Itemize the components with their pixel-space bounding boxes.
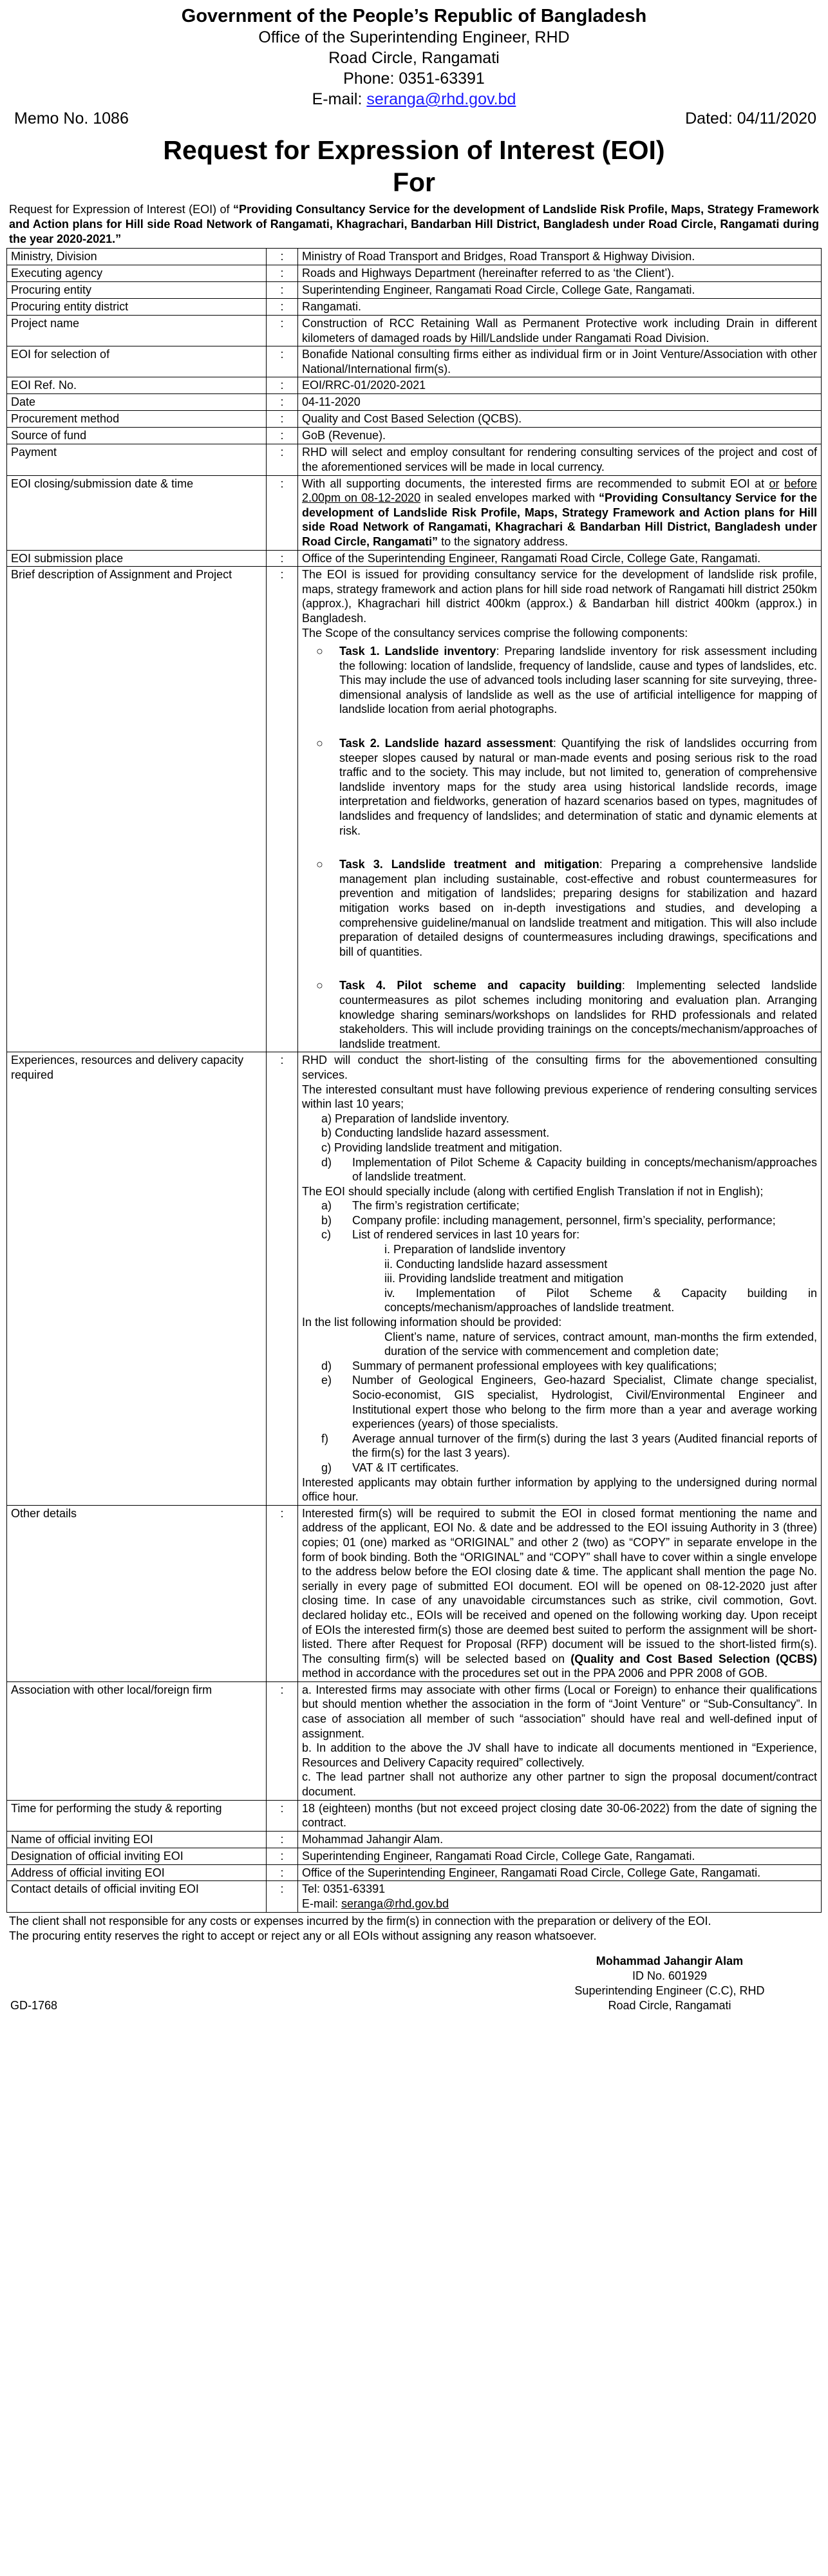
- bullet-icon: ○: [316, 645, 323, 658]
- office-name: Office of the Superintending Engineer, RHD: [258, 28, 570, 46]
- list-item: i. Preparation of landslide inventory: [384, 1243, 566, 1256]
- table-row: Procuring entity district : Rangamati.: [7, 299, 822, 316]
- table-row: EOI Ref. No. : EOI/RRC-01/2020-2021: [7, 377, 822, 394]
- row-label: Other details: [7, 1505, 267, 1681]
- office-email: [6, 89, 822, 109]
- page-subtitle: For: [392, 167, 436, 197]
- row-value: Mohammad Jahangir Alam.: [298, 1831, 822, 1848]
- row-value: RHD will select and employ consultant for rendering consulting services of the project and cost of the aforementioned services will be made in local currency.: [298, 444, 822, 475]
- table-row: Name of official inviting EOI : Mohammad Jahangir Alam.: [7, 1831, 822, 1848]
- list-item: d) Implementation of Pilot Scheme & Capacity building in concepts/mechanism/approaches of landslide treatment.: [321, 1155, 817, 1184]
- page-title: Request for Expression of Interest (EOI): [163, 135, 665, 165]
- table-row: Source of fund : GoB (Revenue).: [7, 428, 822, 444]
- email-label: E-mail:: [312, 90, 367, 108]
- table-row: Procuring entity : Superintending Engineer, Rangamati Road Circle, College Gate, Rangamati.: [7, 282, 822, 299]
- row-value: Office of the Superintending Engineer, Rangamati Road Circle, College Gate, Rangamati.: [298, 1864, 822, 1881]
- row-value: Ministry of Road Transport and Bridges, Road Transport & Highway Division.: [298, 249, 822, 265]
- list-item: g) VAT & IT certificates.: [321, 1461, 459, 1474]
- list-item: c) List of rendered services in last 10 years for:: [321, 1228, 580, 1242]
- list-item: e) Number of Geological Engineers, Geo-hazard Specialist, Climate change specialist, Socio-economist, GIS specialist, Hydrologist, Civil/Environmental Engineer and Institutional expert those who belong to the firm more than a year and average working experiences (years) of those specialists.: [321, 1374, 817, 1431]
- list-item: b) Conducting landslide hazard assessment.: [321, 1126, 550, 1140]
- row-label: Date: [7, 394, 267, 411]
- footer-notes: The client shall not responsible for any costs or expenses incurred by the firm(s) in connection with the preparation or delivery of the EOI. The procuring entity reserves the right to accept or reject any or all EOIs without assigning any reason whatsoever.: [9, 1914, 711, 1942]
- association-value: a. Interested firms may associate with other firms (Local or Foreign) to enhance their qualifications but should mention whether the association in the form of “Joint Venture” or “Sub-Consultancy”. In case of association all member of such “association” should have real and well-defined input of assignment. b. In addition to the above the JV shall have to indicate all documents mentioned in “Experience, Resources and Delivery Capacity required” collectively. c. The lead partner shall not authorize any other partner to sign the proposal document/contract document.: [298, 1681, 822, 1800]
- row-value: Construction of RCC Retaining Wall as Permanent Protective work including Drain in different kilometers of damaged roads by Hill/Landslide under Rangamati Road Division.: [298, 316, 822, 346]
- task-item: ○ Task 1. Landslide inventory: Preparing landslide inventory for risk assessment including the following: location of landslide, frequency of landslide, cause and types of landslides, etc. This may include the use of advanced tools including laser scanning for site surveying, three-dimensional analysis of landslide as well as the use of artificial intelligence for mapping of landslide location from aerial photographs.: [316, 645, 817, 716]
- table-row: Project name : Construction of RCC Retaining Wall as Permanent Protective work including Drain in different kilometers of damaged roads by Hill/Landslide under Rangamati Road Division.: [7, 316, 822, 346]
- table-row: Other details : Interested firm(s) will be required to submit the EOI in closed format mentioning the name and address of the applicant, EOI No. & date and be addressed to the EOI issuing Authority in 3 (three) copies; 01 (one) marked as “ORIGINAL” and other 2 (two) as “COPY” in separate envelope in the form of book binding. Both the “ORIGINAL” and “COPY” shall have to cover within a single envelope to the address below before the EOI closing date & time. The applicant shall mention the page No. serially in every page of submitted EOI document. EOI will be opened on 08-12-2020 just after closing time. In case of any unavoidable circumstances such as strike, civil commotion, Govt. declared holiday etc., EOIs will be received and opened on the following working day. Upon receipt of EOIs the interested firm(s) those are deemed best suited to perform the assignment will be short-listed. There after Request for Proposal (RFP) document will be issued to the short-listed firm(s). The consulting firm(s) will be selected based on (Quality and Cost Based Selection (QCBS) method in accordance with the procedures set out in the PPA 2006 and PPR 2008 of GOB.: [7, 1505, 822, 1681]
- email-link[interactable]: seranga@rhd.gov.bd: [366, 90, 516, 108]
- list-item: b) Company profile: including management, personnel, firm’s speciality, performance;: [321, 1213, 776, 1227]
- list-item: iii. Providing landslide treatment and mitigation: [384, 1272, 624, 1285]
- row-label: Name of official inviting EOI: [7, 1831, 267, 1848]
- bullet-icon: ○: [316, 858, 323, 871]
- memo-date: Dated: 04/11/2020: [685, 109, 816, 128]
- bullet-icon: ○: [316, 737, 323, 750]
- bullet-icon: ○: [316, 979, 323, 992]
- intro-paragraph: Request for Expression of Interest (EOI) of “Providing Consultancy Service for the development of Landslide Risk Profile, Maps, Strategy Framework and Action plans for Hill side Road Network of Rangamati, Khagrachari, Bandarban Hill District, Bangladesh under Road Circle, Rangamati during the year 2020-2021.”: [9, 203, 819, 245]
- row-label: Procuring entity district: [7, 299, 267, 316]
- row-label: EOI submission place: [7, 550, 267, 567]
- signature-block: [534, 1945, 805, 2013]
- table-row: Brief description of Assignment and Project : The EOI is issued for providing consultancy service for the development of landslide risk profile, maps, strategy framework and action plans for hill side road network of Rangamati hill district 250km (approx.), Khagrachari hill district 400km (approx.) & Bandarban hill district 400km (approx.) in Bangladesh. The Scope of the consultancy services comprise the following components: ○ Task 1. Landslide inventory: Preparing landslide inventory for risk assessment including the following: location of landslide, frequency of landslide, cause and types of landslides, etc. This may include the use of advanced tools including laser scanning for site surveying, three-dimensional analysis of landslide as well as the use of artificial intelligence for mapping of landslide location from aerial photographs. ○ Task 2. Landslide hazard assessment: Quantifying the risk of landslides occurring from steeper slopes caused by natural or man-made events and posing serious risk to the road traffic and to the society. This may include, but not limited to, generation of comprehensive landslide inventory maps for the study area using historical landslide records, image interpretation and fieldworks, generation of hazard scenarios based on types, magnitudes of landslides and frequency of landslides; and determination of static and dynamic elements at risk. ○ Task 3. Landslide treatment and mitigation: Preparing a comprehensive landslide management plan including sustainable, cost-effective and robust countermeasures for prevention and mitigation of landslides; preparing designs for stabilization and hazard mitigation works based on in-depth investigations and studies, and developing a comprehensive guideline/manual on landslide treatment and mitigation. This will also include preparation of detailed designs of countermeasures including drawings, specifications and bill of quantities. ○ Task 4. Pilot scheme and capacity building: Implementing selected landslide countermeasures as pilot schemes including monitoring and evaluation plan. Arranging knowledge sharing seminars/workshops on landslides for RHD professionals and related stakeholders. This will include providing trainings on the concepts/mechanism/approaches of landslide treatment.: [7, 567, 822, 1052]
- table-row: EOI for selection of : Bonafide National consulting firms either as individual firm or in Joint Venture/Association with other National/International firm(s).: [7, 346, 822, 377]
- row-label: EOI Ref. No.: [7, 377, 267, 394]
- list-item: iv. Implementation of Pilot Scheme & Capacity building in concepts/mechanism/approaches of landslide treatment.: [384, 1286, 817, 1314]
- brief-value: The EOI is issued for providing consultancy service for the development of landslide risk profile, maps, strategy framework and action plans for hill side road network of Rangamati hill district 250km (approx.), Khagrachari hill district 400km (approx.) & Bandarban hill district 400km (approx.) in Bangladesh. The Scope of the consultancy services comprise the following components: ○ Task 1. Landslide inventory: Preparing landslide inventory for risk assessment including the following: location of landslide, frequency of landslide, cause and types of landslides, etc. This may include the use of advanced tools including laser scanning for site surveying, three-dimensional analysis of landslide as well as the use of artificial intelligence for mapping of landslide location from aerial photographs. ○ Task 2. Landslide hazard assessment: Quantifying the risk of landslides occurring from steeper slopes caused by natural or man-made events and posing serious risk to the road traffic and to the society. This may include, but not limited to, generation of comprehensive landslide inventory maps for the study area using historical landslide records, image interpretation and fieldworks, generation of hazard scenarios based on types, magnitudes of landslides and frequency of landslides; and determination of static and dynamic elements at risk. ○ Task 3. Landslide treatment and mitigation: Preparing a comprehensive landslide management plan including sustainable, cost-effective and robust countermeasures for prevention and mitigation of landslides; preparing designs for stabilization and hazard mitigation works based on in-depth investigations and studies, and developing a comprehensive guideline/manual on landslide treatment and mitigation. This will also include preparation of detailed designs of countermeasures including drawings, specifications and bill of quantities. ○ Task 4. Pilot scheme and capacity building: Implementing selected landslide countermeasures as pilot schemes including monitoring and evaluation plan. Arranging knowledge sharing seminars/workshops on landslides for RHD professionals and related stakeholders. This will include providing trainings on the concepts/mechanism/approaches of landslide treatment.: [298, 567, 822, 1052]
- contact-email: E-mail: seranga@rhd.gov.bd: [302, 1897, 449, 1910]
- table-row: Experiences, resources and delivery capacity required : RHD will conduct the short-listing of the consulting firms for the abovementioned consulting services. The interested consultant must have following previous experience of rendering consulting services within last 10 years; a) Preparation of landslide inventory. b) Conducting landslide hazard assessment. c) Providing landslide treatment and mitigation. d) Implementation of Pilot Scheme & Capacity building in concepts/mechanism/approaches of landslide treatment. The EOI should specially include (along with certified English Translation if not in English); a) The firm’s registration certificate; b) Company profile: including management, personnel, firm’s speciality, performance; c) List of rendered services in last 10 years for: i. Preparation of landslide inventory ii. Conducting landslide hazard assessment iii. Providing landslide treatment and mitigation iv. Implementation of Pilot Scheme & Capacity building in concepts/mechanism/approaches of landslide treatment. In the list following information should be provided: Client’s name, nature of services, contract amount, man-months the firm extended, duration of the service with commencement and completion date; d) Summary of permanent professional employees with key qualifications; e) Number of Geological Engineers, Geo-hazard Specialist, Climate change specialist, Socio-economist, GIS specialist, Hydrologist, Civil/Environmental Engineer and Institutional expert those who belong to the firm more than a year and average working experiences (years) of those specialists. f) Average annual turnover of the firm(s) during the last 3 years (Audited financial reports of the firm(s) for the last 3 years). g) VAT & IT certificates. Interested applicants may obtain further information by applying to the undersigned during normal office hour.: [7, 1052, 822, 1505]
- office-address: Road Circle, Rangamati: [328, 49, 500, 67]
- contact-value: [298, 1881, 822, 1912]
- row-value: Office of the Superintending Engineer, Rangamati Road Circle, College Gate, Rangamati.: [298, 550, 822, 567]
- table-row: Association with other local/foreign firm : a. Interested firms may associate with other firms (Local or Foreign) to enhance their qualifications but should mention whether the association in the form of “Joint Venture” or “Sub-Consultancy”. In case of association all member of such “association” should have real and well-defined input of assignment. b. In addition to the above the JV shall have to indicate all documents mentioned in “Experience, Resources and Delivery Capacity required” collectively. c. The lead partner shall not authorize any other partner to sign the proposal document/contract document.: [7, 1681, 822, 1800]
- office-phone: Phone: 0351-63391: [343, 70, 485, 88]
- table-row: Address of official inviting EOI : Office of the Superintending Engineer, Rangamati Road Circle, College Gate, Rangamati.: [7, 1864, 822, 1881]
- closing-value: With all supporting documents, the interested firms are recommended to submit EOI at or before 2.00pm on 08-12-2020 in sealed envelopes marked with “Providing Consultancy Service for the development of Landslide Risk Profile, Maps, Strategy Framework and Action plans for Hill side Road Network of Rangamati, Khagrachari & Bandarban Hill District, Bangladesh under Road Circle, Rangamati” to the signatory address.: [298, 475, 822, 550]
- table-row: EOI closing/submission date & time : With all supporting documents, the interested firms are recommended to submit EOI at or before 2.00pm on 08-12-2020 in sealed envelopes marked with “Providing Consultancy Service for the development of Landslide Risk Profile, Maps, Strategy Framework and Action plans for Hill side Road Network of Rangamati, Khagrachari & Bandarban Hill District, Bangladesh under Road Circle, Rangamati” to the signatory address.: [7, 475, 822, 550]
- row-value: Superintending Engineer, Rangamati Road Circle, College Gate, Rangamati.: [298, 1848, 822, 1864]
- table-row: Time for performing the study & reporting : 18 (eighteen) months (but not exceed project closing date 30-06-2022) from the date of signing the contract.: [7, 1800, 822, 1831]
- row-label: Association with other local/foreign firm: [7, 1681, 267, 1800]
- table-row: Contact details of official inviting EOI : Tel: 0351-63391 E-mail: seranga@rhd.gov.bd: [7, 1881, 822, 1912]
- contact-phone: Tel: 0351-63391: [302, 1882, 386, 1896]
- row-label: Ministry, Division: [7, 249, 267, 265]
- gd-number: GD-1768: [10, 1998, 58, 2012]
- row-label: EOI for selection of: [7, 346, 267, 377]
- task-item: ○ Task 4. Pilot scheme and capacity building: Implementing selected landslide countermeasures as pilot schemes including monitoring and evaluation plan. Arranging knowledge sharing seminars/workshops on landslides for RHD professionals and related stakeholders. This will include providing trainings on the concepts/mechanism/approaches of landslide treatment.: [316, 979, 817, 1050]
- row-value: 18 (eighteen) months (but not exceed project closing date 30-06-2022) from the date of signing the contract.: [298, 1800, 822, 1831]
- row-label: EOI closing/submission date & time: [7, 475, 267, 550]
- memo-row: [6, 109, 822, 130]
- row-label: Time for performing the study & reporting: [7, 1800, 267, 1831]
- list-item: f) Average annual turnover of the firm(s) during the last 3 years (Audited financial reports of the firm(s) for the last 3 years).: [321, 1432, 817, 1460]
- row-label: Payment: [7, 444, 267, 475]
- row-label: Executing agency: [7, 265, 267, 282]
- task-item: ○ Task 3. Landslide treatment and mitigation: Preparing a comprehensive landslide management plan including sustainable, cost-effective and robust countermeasures for prevention and mitigation of landslides; preparing designs for stabilization and hazard mitigation works based on in-depth investigations and studies, and developing a comprehensive guideline/manual on landslide treatment and mitigation. This will also include preparation of detailed designs of countermeasures including drawings, specifications and bill of quantities.: [316, 858, 817, 958]
- contact-email-link[interactable]: seranga@rhd.gov.bd: [341, 1897, 449, 1910]
- list-item: c) Providing landslide treatment and mitigation.: [321, 1141, 563, 1154]
- list-item: ii. Conducting landslide hazard assessment: [384, 1257, 608, 1271]
- signatory-id: ID No. 601929: [632, 1969, 708, 1982]
- eoi-table: [6, 248, 822, 1913]
- signatory-name: Mohammad Jahangir Alam: [596, 1954, 744, 1967]
- table-row: Procurement method : Quality and Cost Based Selection (QCBS).: [7, 411, 822, 428]
- table-row: Payment : RHD will select and employ consultant for rendering consulting services of the project and cost of the aforementioned services will be made in local currency.: [7, 444, 822, 475]
- list-item: a) Preparation of landslide inventory.: [321, 1112, 509, 1125]
- row-label: Procuring entity: [7, 282, 267, 299]
- row-label: Brief description of Assignment and Project: [7, 567, 267, 1052]
- row-value: Bonafide National consulting firms either as individual firm or in Joint Venture/Association with other National/International firm(s).: [298, 346, 822, 377]
- row-label: Address of official inviting EOI: [7, 1864, 267, 1881]
- row-label: Source of fund: [7, 428, 267, 444]
- row-value: Rangamati.: [298, 299, 822, 316]
- experience-value: RHD will conduct the short-listing of the consulting firms for the abovementioned consulting services. The interested consultant must have following previous experience of rendering consulting services within last 10 years; a) Preparation of landslide inventory. b) Conducting landslide hazard assessment. c) Providing landslide treatment and mitigation. d) Implementation of Pilot Scheme & Capacity building in concepts/mechanism/approaches of landslide treatment. The EOI should specially include (along with certified English Translation if not in English); a) The firm’s registration certificate; b) Company profile: including management, personnel, firm’s speciality, performance; c) List of rendered services in last 10 years for: i. Preparation of landslide inventory ii. Conducting landslide hazard assessment iii. Providing landslide treatment and mitigation iv. Implementation of Pilot Scheme & Capacity building in concepts/mechanism/approaches of landslide treatment. In the list following information should be provided: Client’s name, nature of services, contract amount, man-months the firm extended, duration of the service with commencement and completion date; d) Summary of permanent professional employees with key qualifications; e) Number of Geological Engineers, Geo-hazard Specialist, Climate change specialist, Socio-economist, GIS specialist, Hydrologist, Civil/Environmental Engineer and Institutional expert those who belong to the firm more than a year and average working experiences (years) of those specialists. f) Average annual turnover of the firm(s) during the last 3 years (Audited financial reports of the firm(s) for the last 3 years). g) VAT & IT certificates. Interested applicants may obtain further information by applying to the undersigned during normal office hour.: [298, 1052, 822, 1505]
- memo-number: Memo No. 1086: [14, 109, 129, 128]
- table-row: EOI submission place : Office of the Superintending Engineer, Rangamati Road Circle, College Gate, Rangamati.: [7, 550, 822, 567]
- row-value: Superintending Engineer, Rangamati Road Circle, College Gate, Rangamati.: [298, 282, 822, 299]
- row-value: Roads and Highways Department (hereinafter referred to as ‘the Client’).: [298, 265, 822, 282]
- row-label: Procurement method: [7, 411, 267, 428]
- other-value: Interested firm(s) will be required to submit the EOI in closed format mentioning the name and address of the applicant, EOI No. & date and be addressed to the EOI issuing Authority in 3 (three) copies; 01 (one) marked as “ORIGINAL” and other 2 (two) as “COPY” in separate envelope in the form of book binding. Both the “ORIGINAL” and “COPY” shall have to cover within a single envelope to the address below before the EOI closing date & time. The applicant shall mention the page No. serially in every page of submitted EOI document. EOI will be opened on 08-12-2020 just after closing time. In case of any unavoidable circumstances such as strike, civil commotion, Govt. declared holiday etc., EOIs will be received and opened on the following working day. Upon receipt of EOIs the interested firm(s) those are deemed best suited to perform the assignment will be short-listed. There after Request for Proposal (RFP) document will be issued to the short-listed firm(s). The consulting firm(s) will be selected based on (Quality and Cost Based Selection (QCBS) method in accordance with the procedures set out in the PPA 2006 and PPR 2008 of GOB.: [298, 1505, 822, 1681]
- list-item: a) The firm’s registration certificate;: [321, 1199, 520, 1213]
- table-row: Designation of official inviting EOI : Superintending Engineer, Rangamati Road Circle, College Gate, Rangamati.: [7, 1848, 822, 1864]
- row-label: Contact details of official inviting EOI: [7, 1881, 267, 1912]
- list-item: d) Summary of permanent professional employees with key qualifications;: [321, 1359, 717, 1372]
- row-label: Experiences, resources and delivery capacity required: [7, 1052, 267, 1505]
- row-value: EOI/RRC-01/2020-2021: [298, 377, 822, 394]
- table-row: Executing agency : Roads and Highways Department (hereinafter referred to as ‘the Client’).: [7, 265, 822, 282]
- info-block: Client’s name, nature of services, contract amount, man-months the firm extended, duration of the service with commencement and completion date;: [384, 1330, 817, 1358]
- row-label: Project name: [7, 316, 267, 346]
- signatory-designation: Superintending Engineer (C.C), RHD: [574, 1984, 765, 1997]
- row-value: GoB (Revenue).: [298, 428, 822, 444]
- government-title: Government of the People’s Republic of Bangladesh: [181, 6, 647, 26]
- row-value: Quality and Cost Based Selection (QCBS).: [298, 411, 822, 428]
- table-row: Ministry, Division : Ministry of Road Transport and Bridges, Road Transport & Highway Division.: [7, 249, 822, 265]
- row-value: 04-11-2020: [298, 394, 822, 411]
- task-item: ○ Task 2. Landslide hazard assessment: Quantifying the risk of landslides occurring from steeper slopes caused by natural or man-made events and posing serious risk to the road traffic and to the society. This may include, but not limited to, generation of comprehensive landslide inventory maps for the study area using historical landslide records, image interpretation and fieldworks, generation of hazard scenarios based on types, magnitudes of landslides and frequency of landslides; and determination of static and dynamic elements at risk.: [316, 737, 818, 837]
- signatory-place: Road Circle, Rangamati: [608, 1998, 731, 2012]
- letterhead: [6, 5, 822, 109]
- table-row: Date : 04-11-2020: [7, 394, 822, 411]
- row-label: Designation of official inviting EOI: [7, 1848, 267, 1864]
- eoi-notice: [6, 0, 822, 2013]
